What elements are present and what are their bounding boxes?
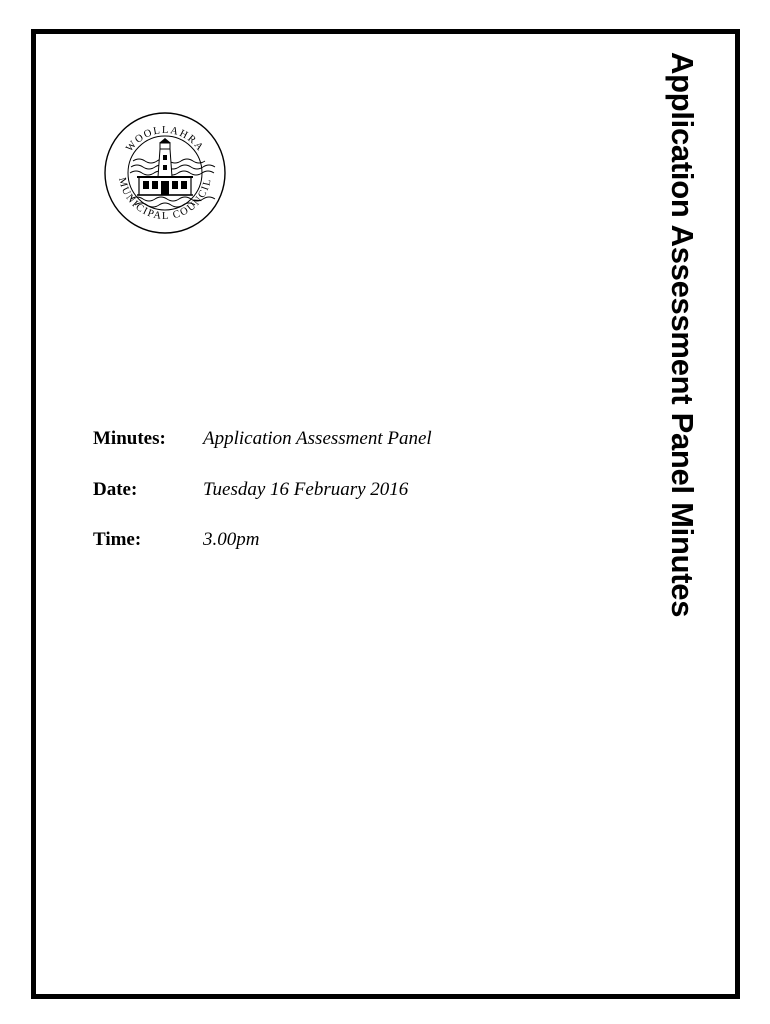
seal-top-text: WOOLLAHRA xyxy=(124,124,206,155)
meta-row-minutes xyxy=(93,428,432,450)
minutes-label: Minutes: xyxy=(93,428,166,449)
date-label: Date: xyxy=(93,479,138,500)
time-label: Time: xyxy=(93,529,142,550)
meta-row-time xyxy=(93,529,259,551)
council-seal-icon xyxy=(103,111,227,235)
meta-row-date xyxy=(93,479,408,501)
minutes-value: Application Assessment Panel xyxy=(203,428,432,449)
side-title: Application Assessment Panel Minutes xyxy=(665,52,700,618)
seal-bottom-text: MUNICIPAL COUNCIL xyxy=(116,176,214,223)
date-value: Tuesday 16 February 2016 xyxy=(203,479,409,500)
time-value: 3.00pm xyxy=(203,529,260,550)
